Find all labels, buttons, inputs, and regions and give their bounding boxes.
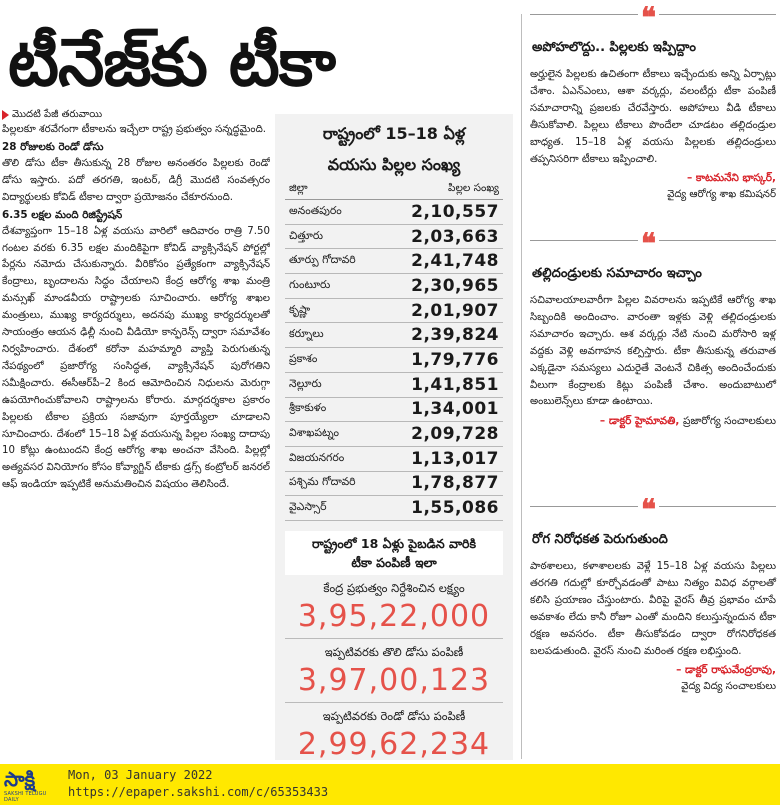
district-stats-box <box>275 114 513 760</box>
article-paragraph: తొలి డోసు టీకా తీసుకున్న 28 రోజుల అనంతరం పిల్లలకు రెండో డోసు ఇస్తారు. పదో తరగతి, ఇంటర్, డిగ్రీ మొదటి సంవత్సరం విద్యార్థులకు కోవిడ్ టీకాల ద్వారా ప్రయోజనం చేకూరనుంది. <box>2 157 270 203</box>
quote-mark-icon: ❝ <box>638 230 659 258</box>
continuation-note <box>2 108 270 122</box>
table-header <box>285 182 503 200</box>
quote-box <box>530 227 776 506</box>
quote-role: వైద్య విద్య సంచాలకులు <box>681 681 776 693</box>
district-name: అనంతపురం <box>289 203 342 217</box>
quote-title: అపోహలొద్దు.. పిల్లలకు ఇప్పిద్దాం <box>532 40 696 55</box>
quote-mark-icon: ❝ <box>638 4 659 32</box>
quote-box <box>530 493 776 756</box>
district-name: చిత్తూరు <box>289 228 324 242</box>
column-header-district: జిల్లా <box>289 182 308 194</box>
triangle-marker-icon <box>2 110 9 120</box>
quote-author: – డాక్టర్ రాఘవేంద్రరావు, <box>676 664 776 677</box>
table-row <box>285 447 503 472</box>
stats-box-title <box>275 114 513 180</box>
table-row <box>285 274 503 299</box>
children-count: 1,34,001 <box>411 399 499 420</box>
second-dose-value: 2,99,62,234 <box>297 726 491 762</box>
stats-title-line2: వయసు పిల్లల సంఖ్య <box>327 155 461 174</box>
children-count: 1,79,776 <box>411 349 499 370</box>
logo-subtitle: SAKSHI TELUGU DAILY <box>4 791 47 803</box>
district-name: గుంటూరు <box>289 277 331 291</box>
district-rows <box>285 200 503 521</box>
children-count: 2,09,728 <box>411 424 499 445</box>
district-name: పశ్చిమ గోదావరి <box>289 475 356 489</box>
vaccination-title-line2: టీకా పంపిణీ ఇలా <box>351 554 437 570</box>
children-count: 1,13,017 <box>411 448 499 469</box>
children-count: 2,30,965 <box>411 275 499 296</box>
table-row <box>285 200 503 225</box>
children-count: 2,03,663 <box>411 226 499 247</box>
target-value: 3,95,22,000 <box>297 598 491 634</box>
quote-role: వైద్య ఆరోగ్య శాఖ కమిషనర్ <box>667 189 776 201</box>
district-name: వైఎస్సార్ <box>289 500 327 514</box>
quote-text: అర్హులైన పిల్లలకు ఉచితంగా టీకాలు ఇచ్చేందుకు అన్ని ఏర్పాట్లు చేశాం. ఏఎన్‌ఎంలు, ఆశా వర్కర్లు, వలంటీర్లు టీకా పంపిణీ సమాచారాన్ని ప్రజలకు చేరవేస్తారు. అపోహలు వీడి టీకాలు తీసుకోవాలి. పిల్లలు టీకాలు పొందేలా చూడటం తల్లిదండ్రుల బాధ్యత. 15–18 ఏళ్ల వయసు పిల్లలకు తల్లిదండ్రులు తప్పనిసరిగా టీకాలు ఇప్పించాలి. <box>530 69 776 165</box>
quote-author-name: – డాక్టర్ హైమావతి, <box>599 415 680 428</box>
table-row <box>285 323 503 348</box>
quote-author: – కాటమనేని భాస్కర్, <box>686 172 776 185</box>
target-label: కేంద్ర ప్రభుత్వం నిర్దేశించిన లక్ష్యం <box>323 580 465 595</box>
table-row <box>285 249 503 274</box>
vaccination-title <box>285 531 503 575</box>
children-count: 1,41,851 <box>411 374 499 395</box>
divider <box>285 702 503 703</box>
quote-box <box>530 1 776 240</box>
children-count: 2,10,557 <box>411 201 499 222</box>
article-paragraph: పిల్లలకూ శరవేగంగా టీకాలను ఇచ్చేలా రాష్ట్ర ప్రభుత్వం సన్నద్ధమైంది. <box>2 124 266 135</box>
table-row <box>285 472 503 497</box>
district-name: తూర్పు గోదావరి <box>289 253 356 267</box>
district-name: శ్రీకాకుళం <box>289 401 327 415</box>
children-count: 1,55,086 <box>411 498 499 519</box>
headline: టీనేజ్‌కు టీకా <box>8 24 335 101</box>
epaper-url-link[interactable]: https://epaper.sakshi.com/c/65353433 <box>68 785 329 799</box>
divider <box>285 638 503 639</box>
vaccination-title-line1: రాష్ట్రంలో 18 ఏళ్లు పైబడిన వారికి <box>312 535 476 551</box>
column-divider <box>521 14 522 759</box>
quote-mark-icon: ❝ <box>638 496 659 524</box>
children-count: 2,41,748 <box>411 251 499 272</box>
footer-bar <box>0 764 780 805</box>
table-row <box>285 225 503 250</box>
article-paragraph: దేశవ్యాప్తంగా 15–18 ఏళ్ల వయసు వారిలో ఆదివారం రాత్రి 7.50 గంటల వరకు 6.35 లక్షల మందికిపైగా కోవిడ్ వ్యాక్సినేషన్ పోర్టల్లో పేర్లను నమోదు చేసుకున్నారు. వీరికోసం ప్రత్యేకంగా వ్యాక్సినేషన్ కేంద్రాలు, బృందాలను సిద్ధం చేయాలని కేంద్ర ఆరోగ్య శాఖ మంత్రి మన్సుఖ్ మాండవీయ రాష్ట్రాలకు సూచించారు. ఆరోగ్య శాఖల మంత్రులు, ముఖ్య కార్యదర్శులు, అదనపు ముఖ్య కార్యదర్శులతో సాయంత్రం ఆయన ఢిల్లీ నుంచి వీడియో కాన్ఫరెన్స్ ద్వారా సమావేశం నిర్వహించారు. దేశంలో కరోనా మహమ్మారి వ్యాప్తి పెరుగుతున్న నేపథ్యంలో ప్రజారోగ్య సంసిద్ధత, వ్యాక్సినేషన్ పురోగతిని సమీక్షించారు. ఈసీఆర్‌పీ–2 కింద ఆమోదించిన నిధులను మెరుగ్గా ఉపయోగించుకోవాలని రాష్ట్రాలను కోరారు. మార్గదర్శకాల ప్రకారం పిల్లలకు టీకాల ప్రక్రియ సజావుగా పూర్తయ్యేలా చూడాలని సూచించారు. దేశంలో 15–18 ఏళ్ల వయసున్న పిల్లల సంఖ్య దాదాపు 10 కోట్లు ఉంటుందని కేంద్ర ఆరోగ్య శాఖ అంచనా వేసింది. పిల్లల్లో అత్యవసర వినియోగం కోసం కోవ్యాగ్జిన్ టీకాకు డ్రగ్స్ కంట్రోలర్ జనరల్ ఆఫ్ ఇండియా ఇప్పటికే అనుమతించిన విషయం తెలిసిందే. <box>2 225 270 491</box>
table-row <box>285 422 503 447</box>
article-subheading: 28 రోజులకు రెండో డోసు <box>2 140 104 153</box>
district-name: నెల్లూరు <box>289 376 322 390</box>
first-dose-value: 3,97,00,123 <box>297 662 491 698</box>
second-dose-label: ఇప్పటివరకు రెండో డోసు పంపిణీ <box>322 708 466 723</box>
logo-text: సాక్షి <box>4 767 36 791</box>
table-row <box>285 496 503 521</box>
district-name: ప్రకాశం <box>289 351 318 365</box>
children-count: 1,78,877 <box>411 473 499 494</box>
district-name: కర్నూలు <box>289 327 324 341</box>
first-dose-label: ఇప్పటివరకు తొలి డోసు పంపిణీ <box>324 644 464 659</box>
district-name: విజయనగరం <box>289 450 345 464</box>
quote-role: ప్రజారోగ్య సంచాలకులు <box>682 415 776 428</box>
quote-title: తల్లిదండ్రులకు సమాచారం ఇచ్చాం <box>532 266 702 281</box>
children-count: 2,01,907 <box>411 300 499 321</box>
district-name: కృష్ణా <box>289 302 311 316</box>
sakshi-logo[interactable] <box>4 767 58 803</box>
quote-title: రోగ నిరోధకత పెరుగుతుంది <box>532 532 668 547</box>
stats-title-line1: రాష్ట్రంలో 15–18 ఏళ్ల <box>322 124 466 143</box>
children-count: 2,39,824 <box>411 325 499 346</box>
edition-date: Mon, 03 January 2022 <box>68 768 213 782</box>
left-article <box>2 108 270 758</box>
continuation-label: మొదటి పేజీ తరువాయి <box>12 109 103 120</box>
column-header-count: పిల్లల సంఖ్య <box>447 182 499 194</box>
quotes-column <box>530 1 776 756</box>
table-row <box>285 398 503 423</box>
quote-author <box>530 413 776 430</box>
table-row <box>285 373 503 398</box>
table-row <box>285 348 503 373</box>
table-row <box>285 299 503 324</box>
quote-text: పాఠశాలలు, కళాశాలలకు వెళ్లే 15–18 ఏళ్ల వయసు పిల్లలు తరగతి గదుల్లో కూర్చోవడంతో పాటు నిత్యం వివిధ వర్గాలతో కలిసి ప్రయాణం చేస్తుంటారు. వీరిపై వైరస్ తీవ్ర ప్రభావం చూపే అవకాశం లేదు కానీ రోజూ ఎంతో మందిని కలుస్తున్నందున టీకా రక్షణ అవసరం. టీకా తీసుకోవడం ద్వారా రోగనిరోధకత బలపడుతుంది. వైరస్ నుంచి మరింత రక్షణ లభిస్తుంది. <box>530 561 776 657</box>
quote-text: సచివాలయాలవారీగా పిల్లల వివరాలను ఇప్పటికే ఆరోగ్య శాఖ సిబ్బందికి అందించాం. వారంతా ఇళ్లకు వెళ్లి తల్లిదండ్రులకు సమాచారం ఇచ్చారు. ఆశ వర్కర్లు నేటి నుంచి మరోసారి ఇళ్ల వద్దకు వెళ్లి అవగాహన కల్పిస్తారు. టీకా తీసుకున్న తరువాత ఎక్కడైనా సమస్యలు ఎదురైతే వెంటనే చికిత్స అందించేందుకు వీలుగా కేంద్రాలకు కిట్లు పంపిణీ చేశాం. అందుబాటులో అంబులెన్స్‌లు కూడా ఉంటాయి. <box>530 295 776 408</box>
district-name: విశాఖపట్నం <box>289 426 339 440</box>
article-subheading: 6.35 లక్షల మంది రిజిస్ట్రేషన్ <box>2 208 123 221</box>
